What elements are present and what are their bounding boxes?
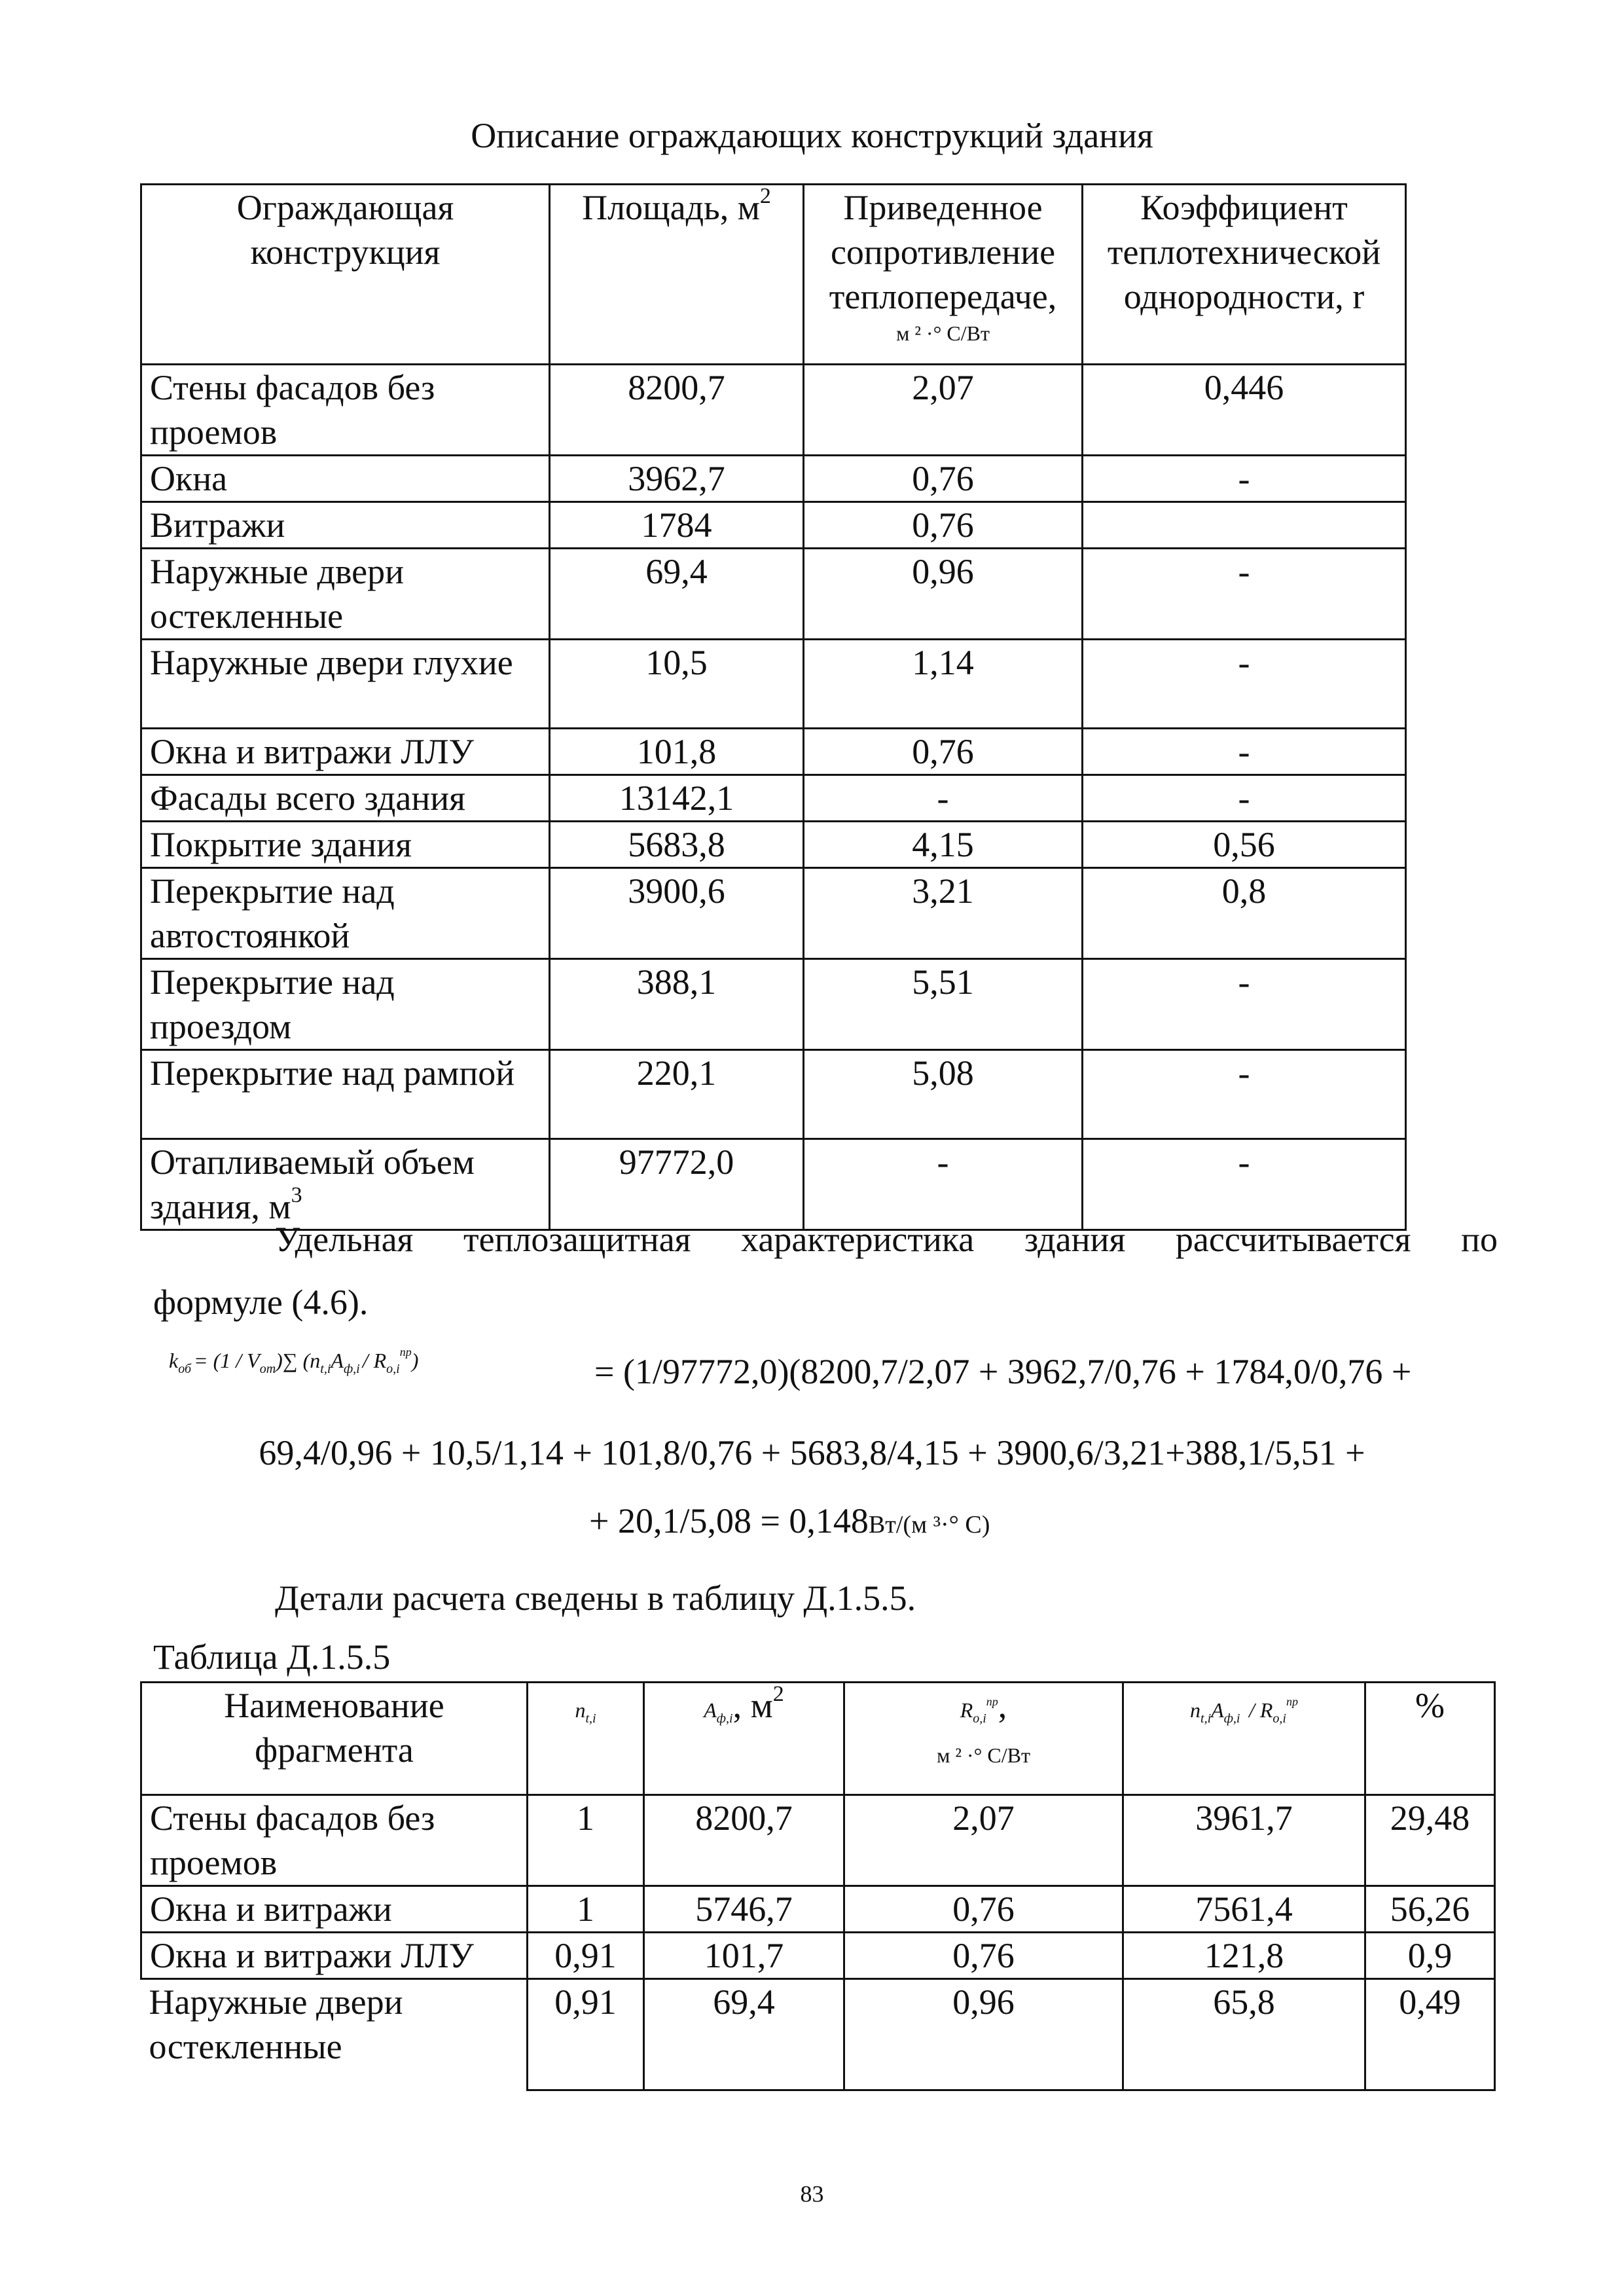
formula-lhs: kоб = (1 / Vот)∑ (nt,iAф,i / Ro,iпр) <box>169 1345 419 1376</box>
table-row: Наружные двери глухие 10,5 1,14 - <box>141 640 1406 729</box>
table-row: Покрытие здания 5683,8 4,15 0,56 <box>141 822 1406 868</box>
table-row: Наружные двери остекленные 0,91 69,4 0,96 65,8 0,49 <box>141 1979 1495 2090</box>
header-ratio: $nt,iAф,i / Ro,i^{пр}$ <box>1123 1683 1365 1795</box>
table-row: Стены фасадов без проемов 1 8200,7 2,07 3961,7 29,48 <box>141 1795 1495 1886</box>
table-row: Фасады всего здания 13142,1 - - <box>141 775 1406 822</box>
table-row: Окна и витражи ЛЛУ 101,8 0,76 - <box>141 729 1406 775</box>
header-percent: % <box>1365 1683 1495 1795</box>
paragraph-intro-line1: Удельная теплозащитная характеристика здания рассчитывается по <box>275 1220 1498 1259</box>
table-row: Витражи 1784 0,76 <box>141 502 1406 549</box>
table-row: Отапливаемый объем здания, $м^3$ 97772,0 - - <box>141 1139 1406 1230</box>
table-row: Стены фасадов без проемов 8200,7 2,07 0,446 <box>141 365 1406 456</box>
formula-line3: + 20,1/5,08 = 0,148Вт/(м ³·° С) <box>589 1501 990 1540</box>
paragraph-details: Детали расчета сведены в таблицу Д.1.5.5. <box>275 1578 916 1618</box>
header-coefficient: Коэффициент теплотехнической однородности, r <box>1083 185 1406 365</box>
table-header-row <box>141 185 1406 365</box>
table-row: Перекрытие над автостоянкой 3900,6 3,21 0,8 <box>141 868 1406 959</box>
table-row: Наружные двери остекленные 69,4 0,96 - <box>141 549 1406 640</box>
table-row: Окна и витражи ЛЛУ 0,91 101,7 0,76 121,8 0,9 <box>141 1933 1495 1979</box>
page-number: 83 <box>800 2181 824 2207</box>
page-title: Описание ограждающих конструкций здания <box>471 116 1153 155</box>
paragraph-intro-line2: формуле (4.6). <box>153 1283 369 1322</box>
header-fragment: Наименование фрагмента <box>141 1683 528 1795</box>
table-header-row <box>141 1683 1495 1795</box>
table-row: Перекрытие над рампой 220,1 5,08 - <box>141 1050 1406 1139</box>
header-area: Aф,i, $м^2$ <box>644 1683 844 1795</box>
header-resistance: Приведенное сопротивление теплопередаче, м ² ·° С/Вт <box>804 185 1083 365</box>
table-row: Окна и витражи 1 5746,7 0,76 7561,4 56,26 <box>141 1886 1495 1933</box>
header-area: Площадь, $м^2$ <box>550 185 804 365</box>
constructions-table <box>140 183 1407 1231</box>
header-construction: Ограждающая конструкция <box>141 185 550 365</box>
details-table <box>140 1681 1496 2091</box>
table-row: Перекрытие над проездом 388,1 5,51 - <box>141 959 1406 1050</box>
formula-line1: = (1/97772,0)(8200,7/2,07 + 3962,7/0,76 + 1784,0/0,76 + <box>594 1352 1412 1391</box>
table2-caption: Таблица Д.1.5.5 <box>153 1637 391 1677</box>
header-n: nt,i <box>528 1683 644 1795</box>
header-resistance: $Ro,i^{пр}$, м ² ·° С/Вт <box>844 1683 1123 1795</box>
table-row: Окна 3962,7 0,76 - <box>141 456 1406 502</box>
formula-line2: 69,4/0,96 + 10,5/1,14 + 101,8/0,76 + 5683,8/4,15 + 3900,6/3,21+388,1/5,51 + <box>259 1433 1365 1472</box>
